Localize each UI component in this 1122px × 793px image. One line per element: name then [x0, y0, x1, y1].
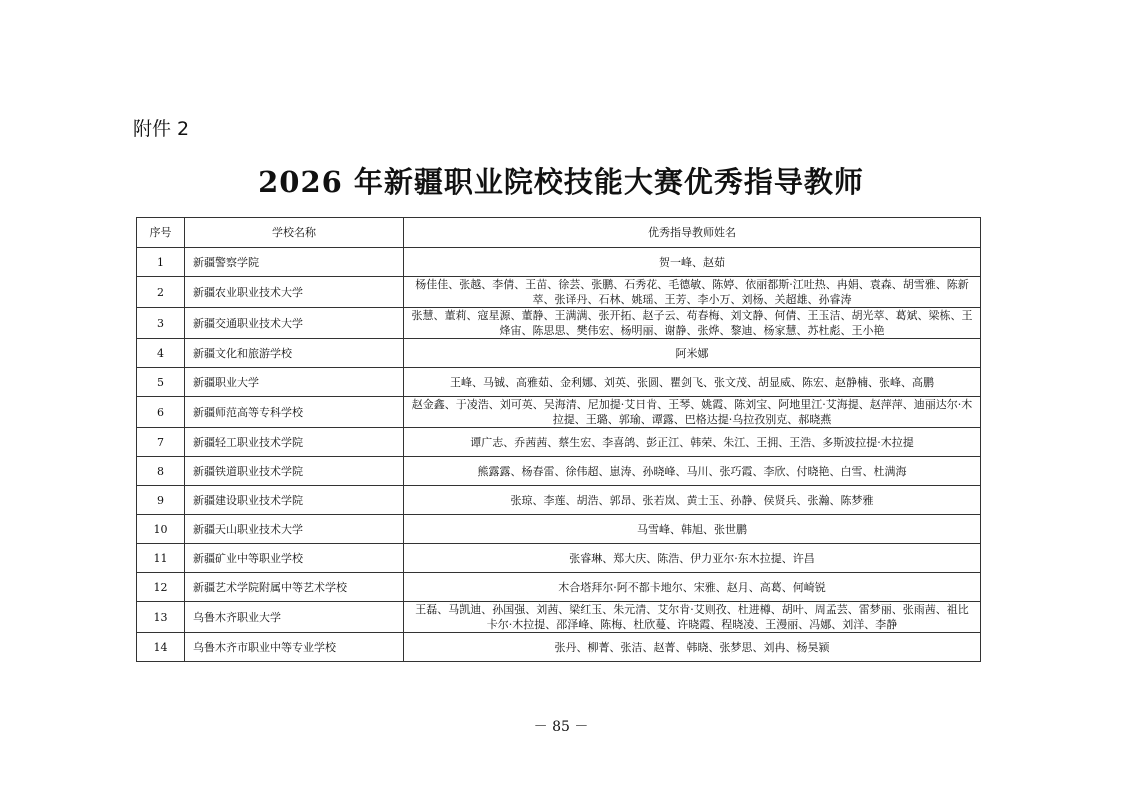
header-teachers: 优秀指导教师姓名	[404, 218, 981, 248]
row-number: 5	[137, 368, 185, 397]
table-row	[137, 544, 981, 573]
teacher-names: 张丹、柳菁、张洁、赵菁、韩晓、张梦思、刘冉、杨昊颍	[404, 633, 981, 662]
document-title: 2026 年新疆职业院校技能大赛优秀指导教师	[258, 165, 864, 199]
teacher-names: 张琼、李莲、胡浩、郭昂、张若岚、黄士玉、孙静、侯贤兵、张瀚、陈梦雅	[404, 486, 981, 515]
school-name: 乌鲁木齐职业大学	[185, 602, 404, 633]
table-row	[137, 573, 981, 602]
teacher-names: 赵金鑫、于凌浩、刘可英、吴海清、尼加提·艾日肯、王琴、姚霞、陈刘宝、阿地里江·艾海提、赵萍萍、迪丽达尔·木拉提、王璐、郭瑜、谭露、巴格达提·乌拉孜别克、郝晓燕	[404, 397, 981, 428]
table-row	[137, 397, 981, 428]
table-row	[137, 248, 981, 277]
school-name: 新疆铁道职业技术学院	[185, 457, 404, 486]
teacher-table	[136, 217, 981, 662]
school-name: 乌鲁木齐市职业中等专业学校	[185, 633, 404, 662]
school-name: 新疆农业职业技术大学	[185, 277, 404, 308]
row-number: 10	[137, 515, 185, 544]
teacher-names: 王磊、马凯迪、孙国强、刘茜、梁红玉、朱元清、艾尔肯·艾则孜、杜进樽、胡叶、周孟芸、雷梦丽、张雨茜、祖比卡尔·木拉提、邵泽峰、陈梅、杜欣蔓、许晓霞、程晓凌、王漫丽、冯娜、刘洋、李静	[404, 602, 981, 633]
table-row	[137, 339, 981, 368]
row-number: 3	[137, 308, 185, 339]
header-school: 学校名称	[185, 218, 404, 248]
row-number: 14	[137, 633, 185, 662]
school-name: 新疆矿业中等职业学校	[185, 544, 404, 573]
header-number: 序号	[137, 218, 185, 248]
row-number: 13	[137, 602, 185, 633]
teacher-names: 熊露露、杨春雷、徐伟超、崽涛、孙晓峰、马川、张巧霞、李欣、付晓艳、白雪、杜满海	[404, 457, 981, 486]
school-name: 新疆职业大学	[185, 368, 404, 397]
row-number: 1	[137, 248, 185, 277]
school-name: 新疆警察学院	[185, 248, 404, 277]
school-name: 新疆文化和旅游学校	[185, 339, 404, 368]
table-header-row	[137, 218, 981, 248]
table-row	[137, 457, 981, 486]
teacher-names: 谭广志、乔茜茜、蔡生宏、李喜鸽、彭正江、韩荣、朱江、王拥、王浩、多斯波拉提·木拉提	[404, 428, 981, 457]
school-name: 新疆艺术学院附属中等艺术学校	[185, 573, 404, 602]
school-name: 新疆交通职业技术大学	[185, 308, 404, 339]
row-number: 7	[137, 428, 185, 457]
row-number: 8	[137, 457, 185, 486]
table-row	[137, 277, 981, 308]
table-row	[137, 633, 981, 662]
table-row	[137, 486, 981, 515]
teacher-names: 张睿琳、郑大庆、陈浩、伊力亚尔·东木拉提、许昌	[404, 544, 981, 573]
page-number: － 85 －	[533, 719, 589, 735]
school-name: 新疆师范高等专科学校	[185, 397, 404, 428]
row-number: 2	[137, 277, 185, 308]
row-number: 12	[137, 573, 185, 602]
school-name: 新疆建设职业技术学院	[185, 486, 404, 515]
teacher-names: 贺一峰、赵茹	[404, 248, 981, 277]
teacher-names: 阿米娜	[404, 339, 981, 368]
table-row	[137, 428, 981, 457]
school-name: 新疆天山职业技术大学	[185, 515, 404, 544]
teacher-names: 木合塔拜尔·阿不都卡地尔、宋雅、赵月、高葛、何崎锐	[404, 573, 981, 602]
school-name: 新疆轻工职业技术学院	[185, 428, 404, 457]
row-number: 11	[137, 544, 185, 573]
row-number: 9	[137, 486, 185, 515]
table-row	[137, 368, 981, 397]
attachment-label: 附件 2	[133, 118, 190, 140]
table-row	[137, 602, 981, 633]
row-number: 6	[137, 397, 185, 428]
table-row	[137, 515, 981, 544]
table-row	[137, 308, 981, 339]
row-number: 4	[137, 339, 185, 368]
teacher-names: 马雪峰、韩旭、张世鹏	[404, 515, 981, 544]
teacher-names: 王峰、马铖、高雅茹、金利娜、刘英、张圆、瞿剑飞、张文茂、胡显威、陈宏、赵静楠、张峰、高鹏	[404, 368, 981, 397]
teacher-names: 张慧、董莉、寇星源、董静、王满满、张开拓、赵子云、苟春梅、刘文静、何倩、王玉洁、胡光萃、葛斌、梁栋、王烽宙、陈思思、樊伟宏、杨明丽、谢静、张烨、黎迪、杨家慧、苏杜彪、王小艳	[404, 308, 981, 339]
teacher-names: 杨佳佳、张越、李倩、王苗、徐芸、张鹏、石秀花、毛德敏、陈婷、依丽都斯·江吐热、冉娟、袁森、胡雪雅、陈新萃、张译丹、石林、姚瑶、王芳、李小万、刘杨、关超雄、孙睿涛	[404, 277, 981, 308]
